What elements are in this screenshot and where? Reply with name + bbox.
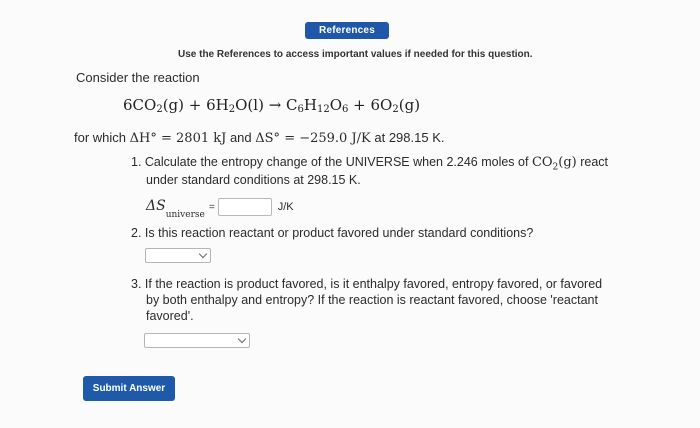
intro-text: Consider the reaction (76, 70, 200, 85)
equals-sign: = (208, 201, 215, 213)
references-instruction: Use the References to access important values if needed for this question. (178, 49, 533, 60)
unit-label: J/K (277, 201, 294, 214)
question-1-line-2: under standard conditions at 298.15 K. (146, 173, 361, 187)
entropy-universe-row (146, 198, 294, 220)
thermo-values: for which ΔH° = 2801 kJ and ΔS° = −259.0 J/K at 298.15 K. (74, 130, 445, 146)
reaction-equation: $6CO_2(g) + 6H_2O(l) \to C_6H_{12}O_6 + 6O_2(g)$ (123, 96, 421, 115)
question-2-text: 2. Is this reaction reactant or product favored under standard conditions? (131, 226, 534, 240)
favored-dropdown[interactable] (145, 248, 211, 263)
question-1-line-1: 1. Calculate the entropy change of the UNIVERSE when 2.246 moles of $CO_2(g)$ react (131, 155, 609, 173)
question-3-text: 3. If the reaction is product favored, is it enthalpy favored, entropy favored, or favored by both enthalpy and entropy? If the reaction is reactant favored, choose 'reactant favored'. (131, 277, 603, 323)
entropy-universe-input[interactable] (218, 198, 272, 216)
references-button[interactable]: References (305, 22, 389, 39)
chevron-down-icon (199, 250, 207, 258)
driving-force-dropdown[interactable] (144, 333, 250, 348)
submit-answer-button[interactable]: Submit Answer (83, 376, 175, 401)
delta-s-universe-label: $\Delta S_{universe}$ (146, 198, 205, 220)
chevron-down-icon (238, 335, 246, 343)
